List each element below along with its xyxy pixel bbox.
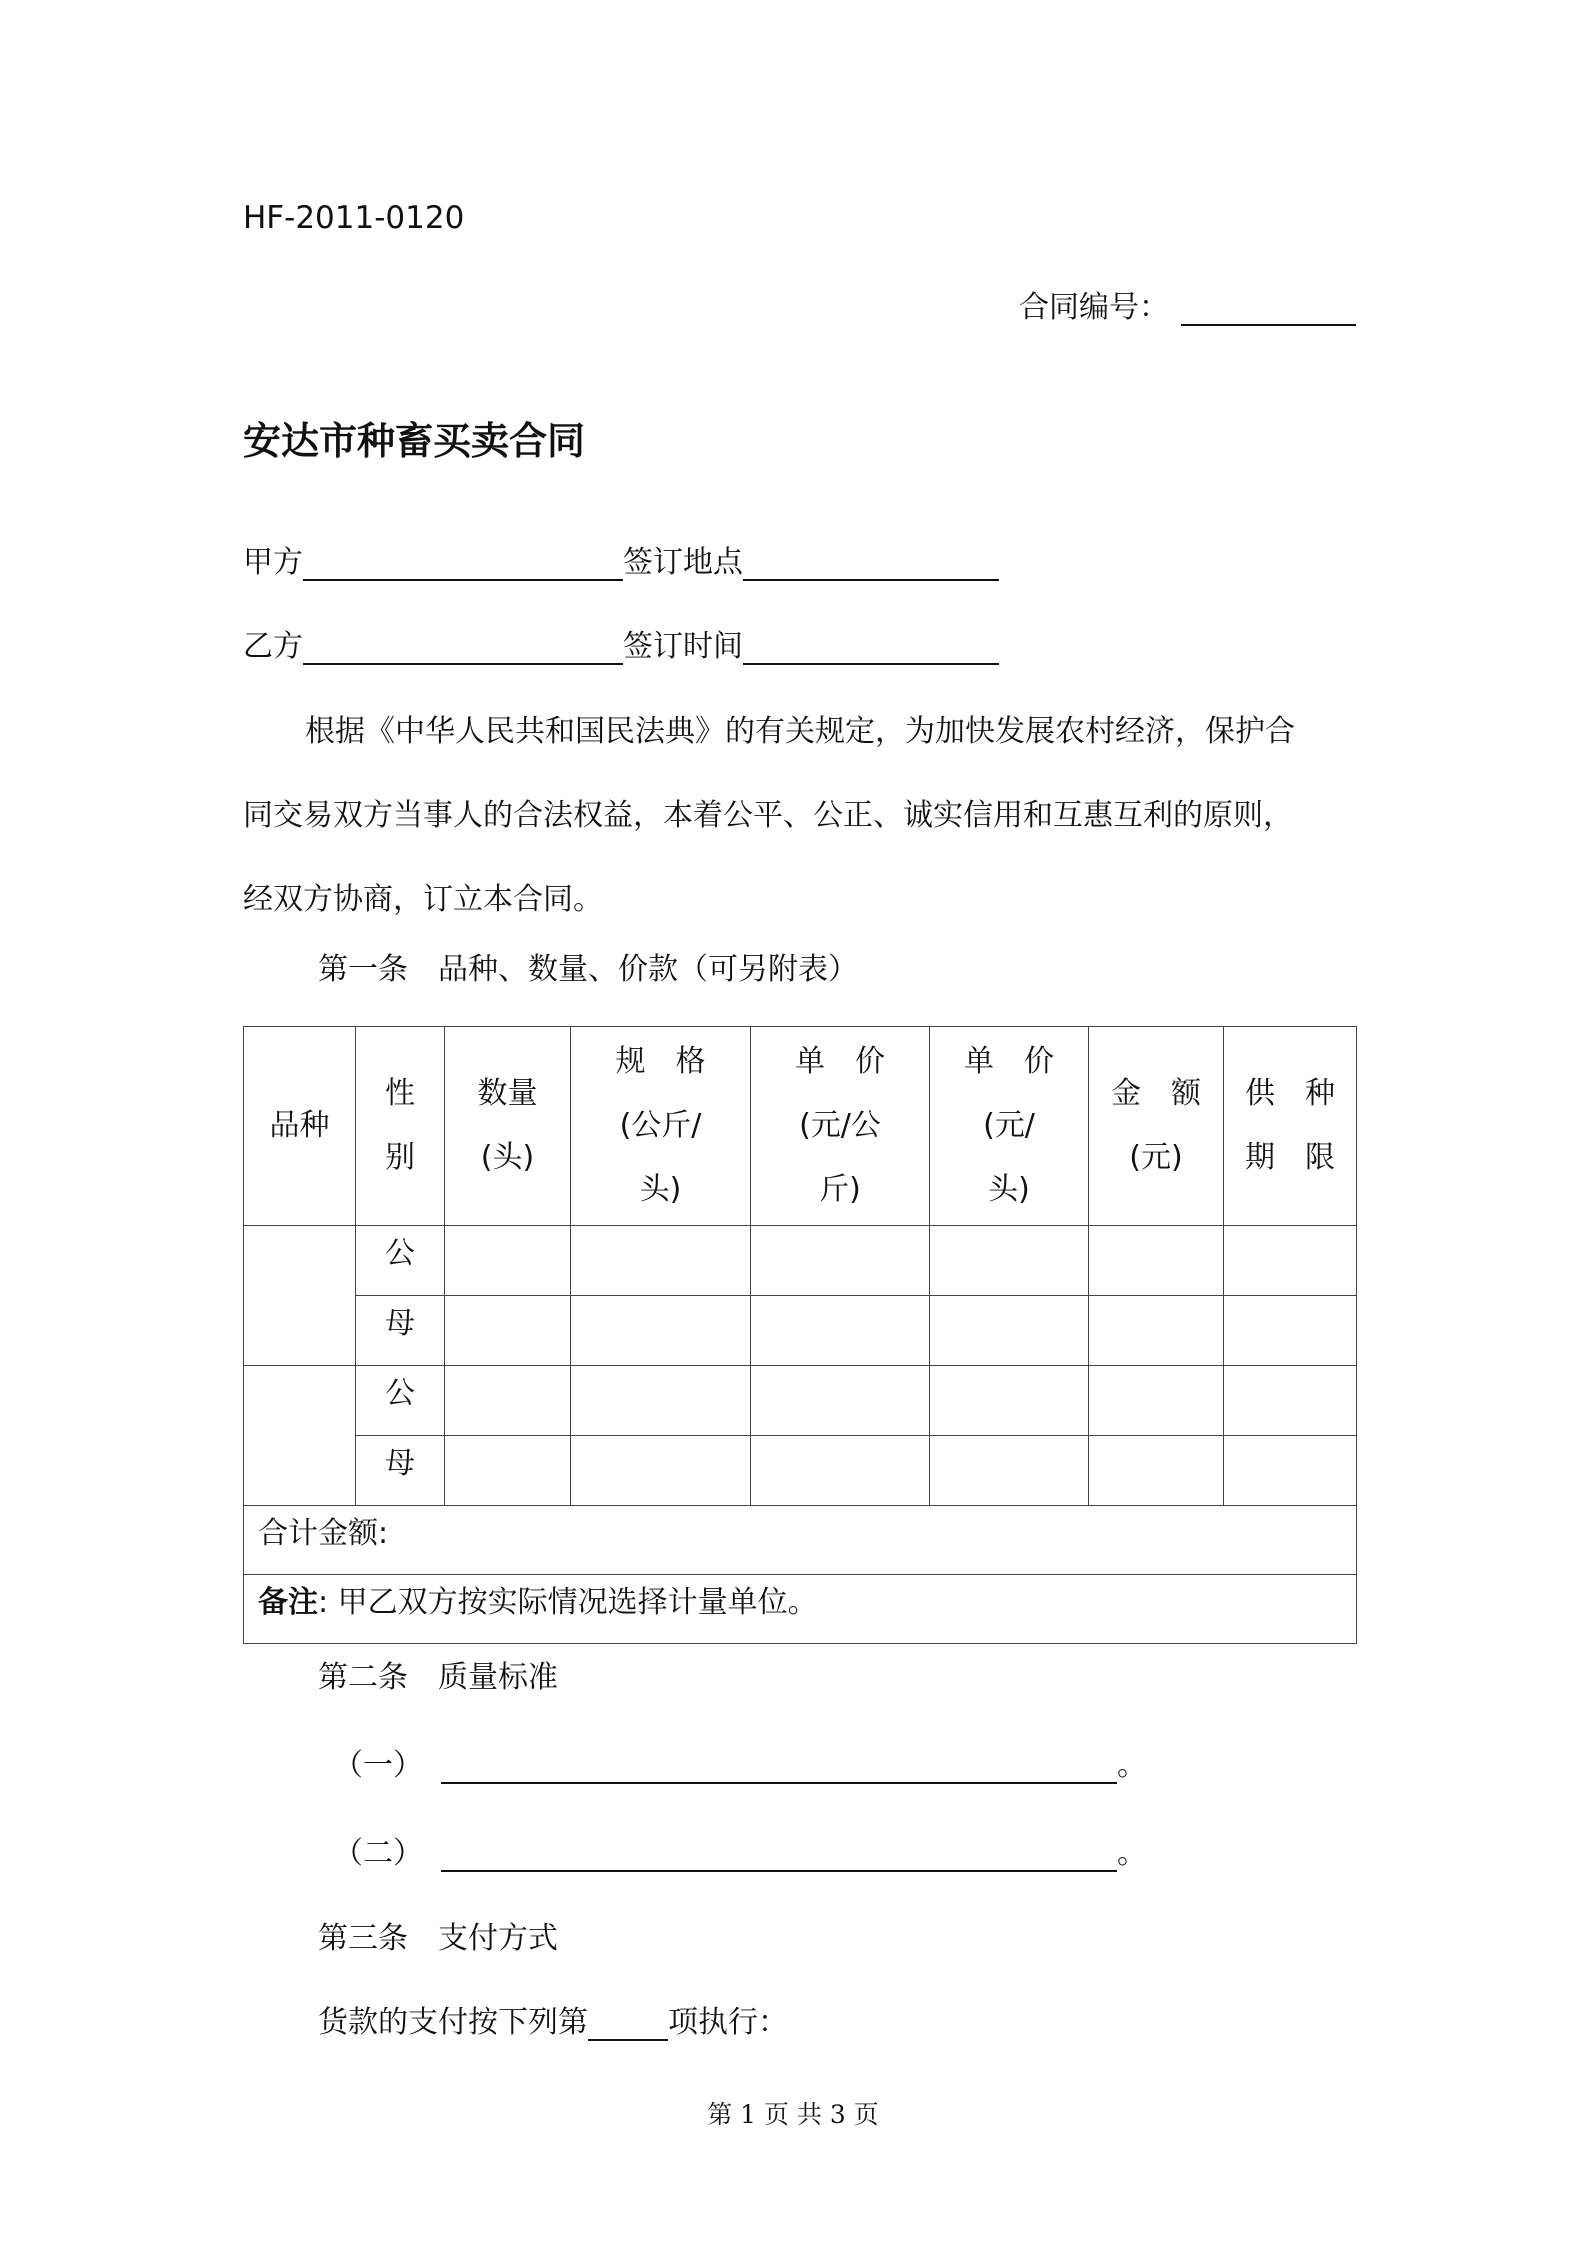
total-amount-label: 合计金额: [258,1516,389,1551]
sign-time-label: 签订时间 [623,629,743,664]
article-2-title: 质量标准 [438,1660,558,1695]
header-spec: 规 格 (公斤/ 头) [571,1027,751,1226]
table-row [244,1226,1357,1296]
sign-place-label: 签订地点 [623,545,743,580]
table-cell[interactable] [445,1296,571,1366]
party-a-blank [303,545,623,581]
table-row [244,1436,1357,1506]
table-cell[interactable] [751,1226,930,1296]
table-cell[interactable] [1089,1296,1224,1366]
payment-suffix: 项执行： [668,2005,788,2040]
article-1-heading [318,944,858,988]
table-row [244,1296,1357,1366]
remark-text: : 甲乙双方按实际情况选择计量单位。 [318,1585,818,1620]
table-cell[interactable] [445,1436,571,1506]
remark-cell [244,1575,1357,1644]
sex-female-cell: 母 [356,1296,445,1366]
preamble-line-2: 同交易双方当事人的合法权益，本着公平、公正、诚实信用和互惠互利的原则， [243,798,1293,833]
table-cell[interactable] [1224,1436,1357,1506]
page-footer: 第 1 页 共 3 页 [707,2100,879,2129]
header-unit-price-head: 单 价 (元/ 头) [930,1027,1089,1226]
quality-item-1 [333,1740,1147,1784]
table-cell[interactable] [1089,1226,1224,1296]
table-cell[interactable] [930,1436,1089,1506]
total-amount-cell[interactable] [244,1506,1357,1575]
table-cell[interactable] [1089,1436,1224,1506]
sign-time-blank [743,629,999,665]
preamble-line-3: 经双方协商，订立本合同。 [243,882,603,917]
table-cell[interactable] [571,1366,751,1436]
document-title: 安达市种畜买卖合同 [243,419,586,463]
article-3-number: 第三条 [318,1921,408,1956]
table-cell[interactable] [930,1296,1089,1366]
contract-number-label: 合同编号： [1019,290,1169,325]
quality-item-2-blank [441,1834,1117,1872]
article-2-heading [318,1652,558,1696]
table-cell[interactable] [1224,1296,1357,1366]
livestock-table [243,1026,1357,1644]
party-b-label: 乙方 [243,629,303,664]
table-cell[interactable] [1224,1366,1357,1436]
contract-number-blank [1181,294,1356,326]
party-a-label: 甲方 [243,545,303,580]
table-cell[interactable] [1089,1366,1224,1436]
table-row [244,1366,1357,1436]
article-3-title: 支付方式 [438,1921,558,1956]
remark-row [244,1575,1357,1644]
header-supply-period: 供 种 期 限 [1224,1027,1357,1226]
header-unit-price-kg: 单 价 (元/公 斤) [751,1027,930,1226]
contract-number [1019,282,1356,326]
header-breed: 品种 [244,1027,356,1226]
table-cell[interactable] [571,1296,751,1366]
quality-item-2-end: 。 [1117,1836,1147,1871]
table-cell[interactable] [930,1366,1089,1436]
total-row [244,1506,1357,1575]
payment-prefix: 货款的支付按下列第 [318,2005,588,2040]
table-cell[interactable] [1224,1226,1357,1296]
header-sex: 性 别 [356,1027,445,1226]
table-cell[interactable] [930,1226,1089,1296]
breed-cell[interactable] [244,1226,356,1366]
table-cell[interactable] [751,1366,930,1436]
quality-item-2-label: （二） [333,1836,423,1871]
header-amount: 金 额 (元) [1089,1027,1224,1226]
table-cell[interactable] [751,1436,930,1506]
sex-male-cell: 公 [356,1366,445,1436]
breed-cell[interactable] [244,1366,356,1506]
party-a-row [243,537,999,581]
table-cell[interactable] [571,1226,751,1296]
article-3-heading [318,1913,558,1957]
table-header-row [244,1027,1357,1226]
preamble-line-1: 根据《中华人民共和国民法典》的有关规定，为加快发展农村经济，保护合 [305,714,1295,749]
quality-item-1-end: 。 [1117,1748,1147,1783]
payment-item-blank [588,2005,668,2041]
remark-label: 备注 [258,1585,318,1620]
sign-place-blank [743,545,999,581]
quality-item-2 [333,1828,1147,1872]
party-b-row [243,621,999,665]
document-code: HF-2011-0120 [243,200,465,236]
quality-item-1-label: （一） [333,1748,423,1783]
table-cell[interactable] [751,1296,930,1366]
sex-female-cell: 母 [356,1436,445,1506]
article-1-title: 品种、数量、价款（可另附表） [438,952,858,987]
article-1-number: 第一条 [318,952,408,987]
article-2-number: 第二条 [318,1660,408,1695]
quality-item-1-blank [441,1746,1117,1784]
sex-male-cell: 公 [356,1226,445,1296]
payment-clause [318,1997,788,2041]
table-cell[interactable] [445,1366,571,1436]
table-cell[interactable] [445,1226,571,1296]
header-quantity: 数量 (头) [445,1027,571,1226]
table-cell[interactable] [571,1436,751,1506]
party-b-blank [303,629,623,665]
